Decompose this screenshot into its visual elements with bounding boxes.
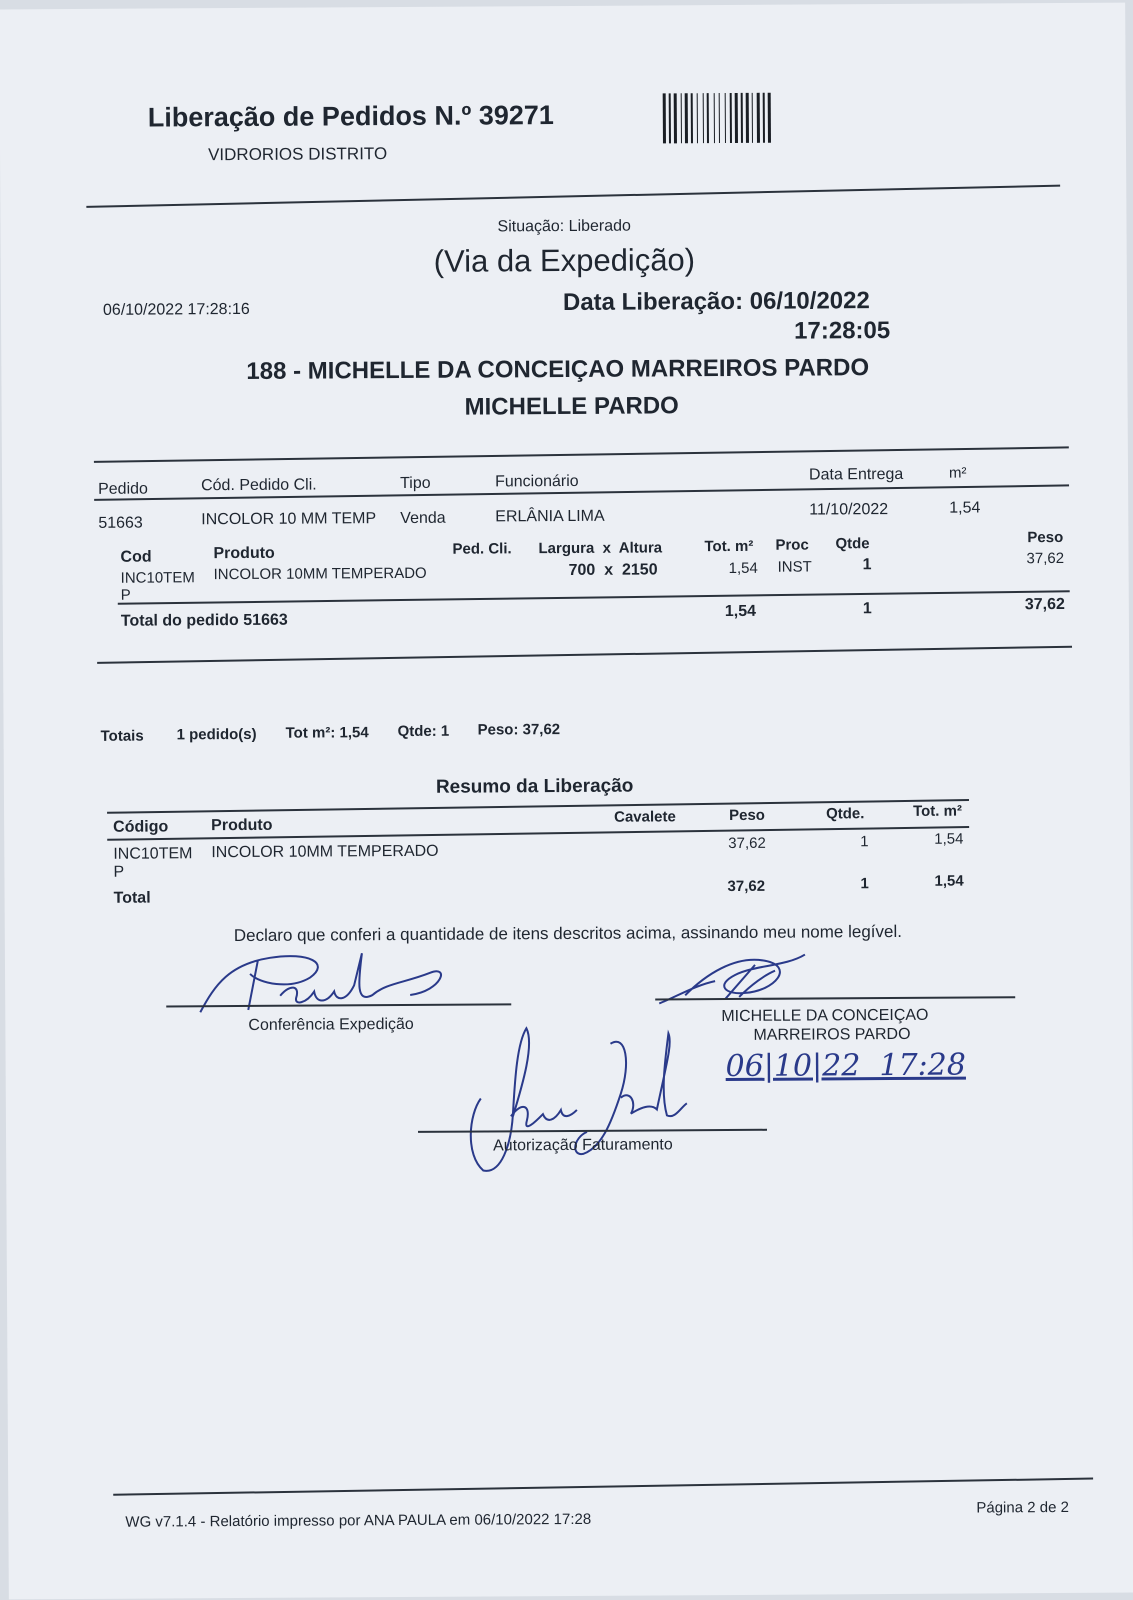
item-qtde: 1 [862, 556, 872, 574]
barcode-bar [674, 93, 677, 143]
item-peso: 37,62 [1026, 549, 1065, 568]
barcode-bar [752, 93, 753, 143]
order-client-code: INCOLOR 10 MM TEMP [201, 510, 377, 529]
barcode-bar [685, 93, 688, 143]
order-total-m2: 1,54 [724, 602, 757, 621]
item-code-cont: P [120, 586, 131, 604]
summary-header-tot-m2: Tot. m² [913, 802, 962, 820]
totals-orders: 1 pedido(s) [176, 725, 257, 744]
order-total-peso: 37,62 [1024, 595, 1065, 614]
summary-code: INC10TEM [113, 845, 193, 863]
conferencia-label: Conferência Expedição [248, 1015, 414, 1034]
divider [97, 646, 1072, 664]
barcode-bar [669, 93, 671, 143]
summary-total-qtde: 1 [860, 875, 869, 893]
item-tot-m2: 1,54 [728, 559, 758, 578]
col-header-pedido: Pedido [98, 480, 148, 498]
divider [113, 1478, 1093, 1496]
item-header-tot-m2: Tot. m² [704, 537, 754, 556]
status-text: Situação: Liberado [497, 217, 631, 236]
item-header-proc: Proc [775, 536, 809, 554]
col-header-funcionario: Funcionário [494, 472, 579, 491]
divider [86, 185, 1060, 208]
item-code: INC10TEM [120, 569, 195, 587]
order-type: Venda [400, 509, 446, 528]
barcode-bar [697, 93, 698, 143]
summary-code-cont: P [113, 863, 125, 881]
customer-name-line1: MICHELLE DA CONCEIÇAO [721, 1006, 929, 1026]
order-employee: ERLÂNIA LIMA [495, 507, 605, 526]
footer-page-number: Página 2 de 2 [976, 1498, 1069, 1517]
col-header-tipo: Tipo [400, 474, 431, 493]
conferencia-signature [190, 943, 470, 1025]
order-total-label: Total do pedido 51663 [120, 611, 288, 630]
barcode-bar [746, 93, 749, 143]
item-dimensions: 700 x 2150 [568, 561, 658, 579]
summary-header-peso: Peso [729, 806, 766, 825]
summary-header-cavalete: Cavalete [614, 808, 676, 826]
barcode-bar [691, 93, 693, 143]
document-title: Liberação de Pedidos N.º 39271 [147, 100, 554, 133]
summary-total-tot-m2: 1,54 [934, 872, 964, 890]
summary-total-peso: 37,62 [727, 877, 766, 896]
barcode-bar [741, 93, 743, 143]
order-number: 51663 [98, 514, 143, 532]
barcode-bar [707, 93, 709, 143]
release-date: Data Liberação: 06/10/2022 [562, 287, 870, 317]
item-header-ped-cli: Ped. Cli. [452, 540, 512, 558]
summary-product: INCOLOR 10MM TEMPERADO [211, 842, 439, 862]
barcode-bar [730, 93, 732, 143]
barcode-bar [763, 93, 765, 143]
order-delivery-date: 11/10/2022 [809, 501, 889, 519]
barcode-bar [768, 93, 771, 143]
item-proc: INST [777, 558, 812, 576]
summary-title: Resumo da Liberação [435, 775, 634, 798]
handwritten-datetime: 06|10|22 17:28 [725, 1047, 966, 1085]
item-product: INCOLOR 10MM TEMPERADO [213, 564, 427, 584]
totals-m2: Tot m²: 1,54 [285, 724, 369, 742]
barcode-bar [703, 93, 704, 143]
barcode-bar [719, 93, 720, 143]
barcode [663, 92, 831, 143]
order-total-qtde: 1 [862, 600, 872, 618]
barcode-bar [714, 93, 715, 143]
customer-signature [655, 944, 825, 1015]
barcode-bar [663, 93, 666, 143]
print-datetime: 06/10/2022 17:28:16 [102, 300, 250, 319]
item-header-cod: Cod [120, 548, 152, 566]
col-header-m2: m² [948, 464, 967, 482]
customer-line2: MICHELLE PARDO [464, 392, 679, 421]
summary-tot-m2: 1,54 [934, 830, 964, 848]
autorizacao-label: Autorização Faturamento [493, 1136, 673, 1155]
totals-qtde: Qtde: 1 [397, 722, 450, 741]
col-header-cod-pedido-cli: Cód. Pedido Cli. [201, 476, 317, 495]
item-header-qtde: Qtde [835, 535, 870, 553]
barcode-bar [725, 93, 726, 143]
customer-line1: 188 - MICHELLE DA CONCEIÇAO MARREIROS PARDO [246, 354, 870, 385]
totals-label: Totais [100, 727, 144, 745]
document-page [0, 3, 1133, 1600]
summary-qtde: 1 [860, 833, 869, 851]
divider [94, 446, 1069, 462]
summary-header-produto: Produto [211, 816, 273, 835]
declaration-text: Declaro que conferi a quantidade de itens descritos acima, assinando meu nome legível. [233, 921, 902, 946]
summary-total-label: Total [113, 889, 151, 907]
company-name: VIDRORIOS DISTRITO [207, 144, 388, 165]
order-m2: 1,54 [949, 499, 981, 517]
item-header-peso: Peso [1027, 528, 1064, 547]
col-header-data-entrega: Data Entrega [808, 465, 904, 484]
item-header-produto: Produto [213, 544, 275, 563]
summary-header-codigo: Código [113, 818, 169, 836]
summary-header-qtde: Qtde. [826, 805, 865, 823]
divider [118, 590, 1070, 604]
footer-printed-by: WG v7.1.4 - Relatório impresso por ANA PAULA em 06/10/2022 17:28 [125, 1510, 592, 1531]
totals-peso: Peso: 37,62 [477, 721, 561, 739]
via-label: (Via da Expedição) [433, 242, 696, 279]
barcode-bar [681, 93, 682, 143]
barcode-bar [735, 93, 738, 143]
summary-peso: 37,62 [728, 834, 766, 853]
barcode-bar [757, 93, 760, 143]
customer-name-line2: MARREIROS PARDO [753, 1025, 911, 1044]
release-time: 17:28:05 [794, 317, 891, 345]
item-header-dimensions: Largura x Altura [538, 539, 663, 558]
